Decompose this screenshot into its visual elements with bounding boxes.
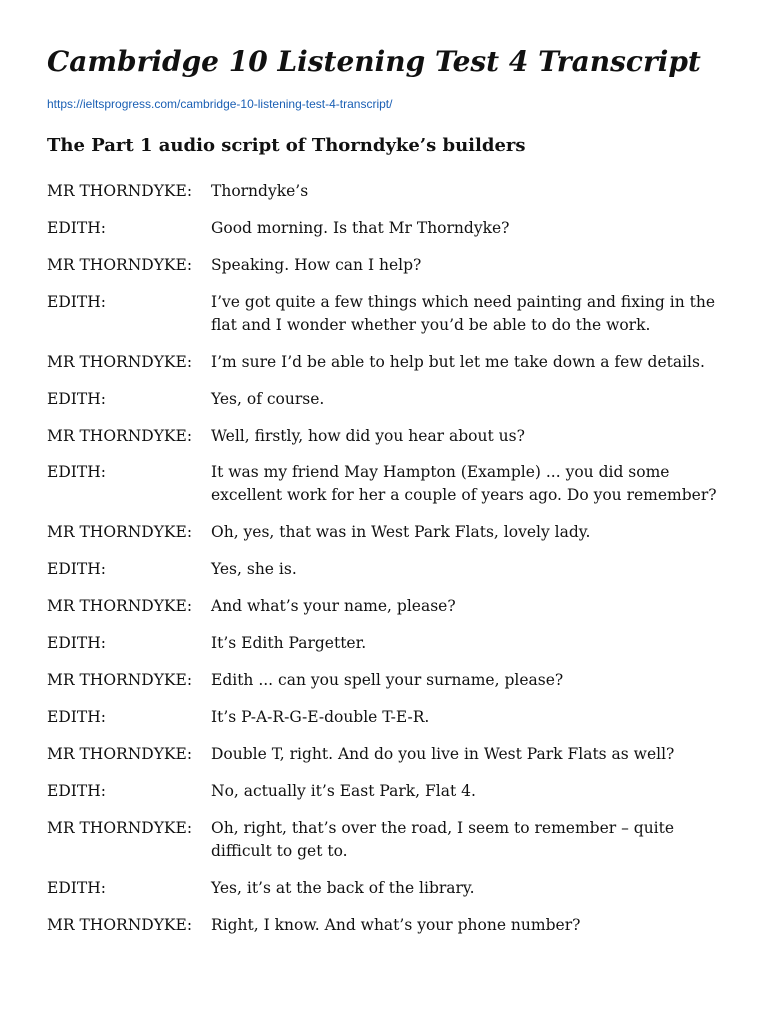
dialogue-line bbox=[47, 595, 727, 618]
speech-text: Edith ... can you spell your surname, please? bbox=[211, 671, 564, 689]
dialogue-line bbox=[47, 743, 727, 766]
dialogue-line bbox=[47, 914, 727, 937]
speaker-label: MR THORNDYKE: bbox=[47, 744, 193, 763]
dialogue-line bbox=[47, 425, 727, 448]
dialogue-line bbox=[47, 632, 727, 655]
speaker-label: MR THORNDYKE: bbox=[47, 255, 193, 274]
speaker-label: EDITH: bbox=[47, 878, 106, 897]
dialogue-line bbox=[47, 706, 727, 729]
speaker-label: MR THORNDYKE: bbox=[47, 352, 193, 371]
dialogue-line bbox=[47, 669, 727, 692]
speaker-label: MR THORNDYKE: bbox=[47, 671, 193, 689]
dialogue-line bbox=[47, 461, 727, 506]
speech-text: Oh, right, that’s over the road, I seem to remember – quite difficult to get to. bbox=[211, 818, 675, 860]
speech-text: Yes, she is. bbox=[211, 560, 297, 579]
source-link[interactable]: https://ieltsprogress.com/cambridge-10-listening-test-4-transcript/ bbox=[47, 97, 393, 111]
dialogue-list bbox=[47, 180, 727, 950]
speaker-label: EDITH: bbox=[47, 389, 106, 408]
speaker-label: MR THORNDYKE: bbox=[47, 597, 193, 616]
speaker-label: MR THORNDYKE: bbox=[47, 523, 193, 542]
dialogue-line bbox=[47, 291, 727, 336]
speech-text: Double T, right. And do you live in West Park Flats as well? bbox=[211, 744, 675, 763]
dialogue-line bbox=[47, 351, 727, 374]
speaker-label: EDITH: bbox=[47, 634, 106, 653]
dialogue-line bbox=[47, 558, 727, 581]
speaker-label: EDITH: bbox=[47, 218, 106, 237]
speaker-label: EDITH: bbox=[47, 463, 106, 482]
speech-text: I’ve got quite a few things which need painting and fixing in the flat and I wonder whether you’d be able to do the work. bbox=[211, 292, 716, 334]
page-title: Cambridge 10 Listening Test 4 Transcript bbox=[47, 45, 701, 78]
speech-text: It was my friend May Hampton (Example) ... you did some excellent work for her a couple of years ago. Do you remember? bbox=[211, 463, 717, 505]
speaker-label: EDITH: bbox=[47, 707, 106, 726]
dialogue-line bbox=[47, 388, 727, 411]
dialogue-line bbox=[47, 780, 727, 803]
speaker-label: EDITH: bbox=[47, 292, 106, 311]
dialogue-line bbox=[47, 217, 727, 240]
speech-text: It’s P-A-R-G-E-double T-E-R. bbox=[211, 707, 430, 726]
speech-text: Good morning. Is that Mr Thorndyke? bbox=[211, 218, 510, 237]
dialogue-line bbox=[47, 877, 727, 900]
dialogue-line bbox=[47, 180, 727, 203]
speech-text: Speaking. How can I help? bbox=[211, 255, 422, 274]
dialogue-line bbox=[47, 817, 727, 862]
speech-text: Well, firstly, how did you hear about us? bbox=[211, 426, 525, 445]
speech-text: Yes, of course. bbox=[211, 389, 325, 408]
speech-text: No, actually it’s East Park, Flat 4. bbox=[211, 781, 476, 800]
speaker-label: EDITH: bbox=[47, 560, 106, 579]
section-subtitle: The Part 1 audio script of Thorndyke’s builders bbox=[47, 135, 526, 156]
speaker-label: MR THORNDYKE: bbox=[47, 426, 193, 445]
speech-text: Yes, it’s at the back of the library. bbox=[211, 878, 475, 897]
speech-text: And what’s your name, please? bbox=[211, 597, 456, 616]
speech-text: Thorndyke’s bbox=[211, 182, 309, 200]
dialogue-line bbox=[47, 254, 727, 277]
speaker-label: MR THORNDYKE: bbox=[47, 182, 193, 200]
speaker-label: MR THORNDYKE: bbox=[47, 915, 193, 934]
speaker-label: EDITH: bbox=[47, 781, 106, 800]
speech-text: It’s Edith Pargetter. bbox=[211, 634, 367, 653]
speech-text: Right, I know. And what’s your phone number? bbox=[211, 915, 581, 934]
dialogue-line bbox=[47, 521, 727, 544]
speech-text: I’m sure I’d be able to help but let me take down a few details. bbox=[211, 352, 705, 371]
speech-text: Oh, yes, that was in West Park Flats, lovely lady. bbox=[211, 523, 591, 542]
speaker-label: MR THORNDYKE: bbox=[47, 818, 193, 837]
